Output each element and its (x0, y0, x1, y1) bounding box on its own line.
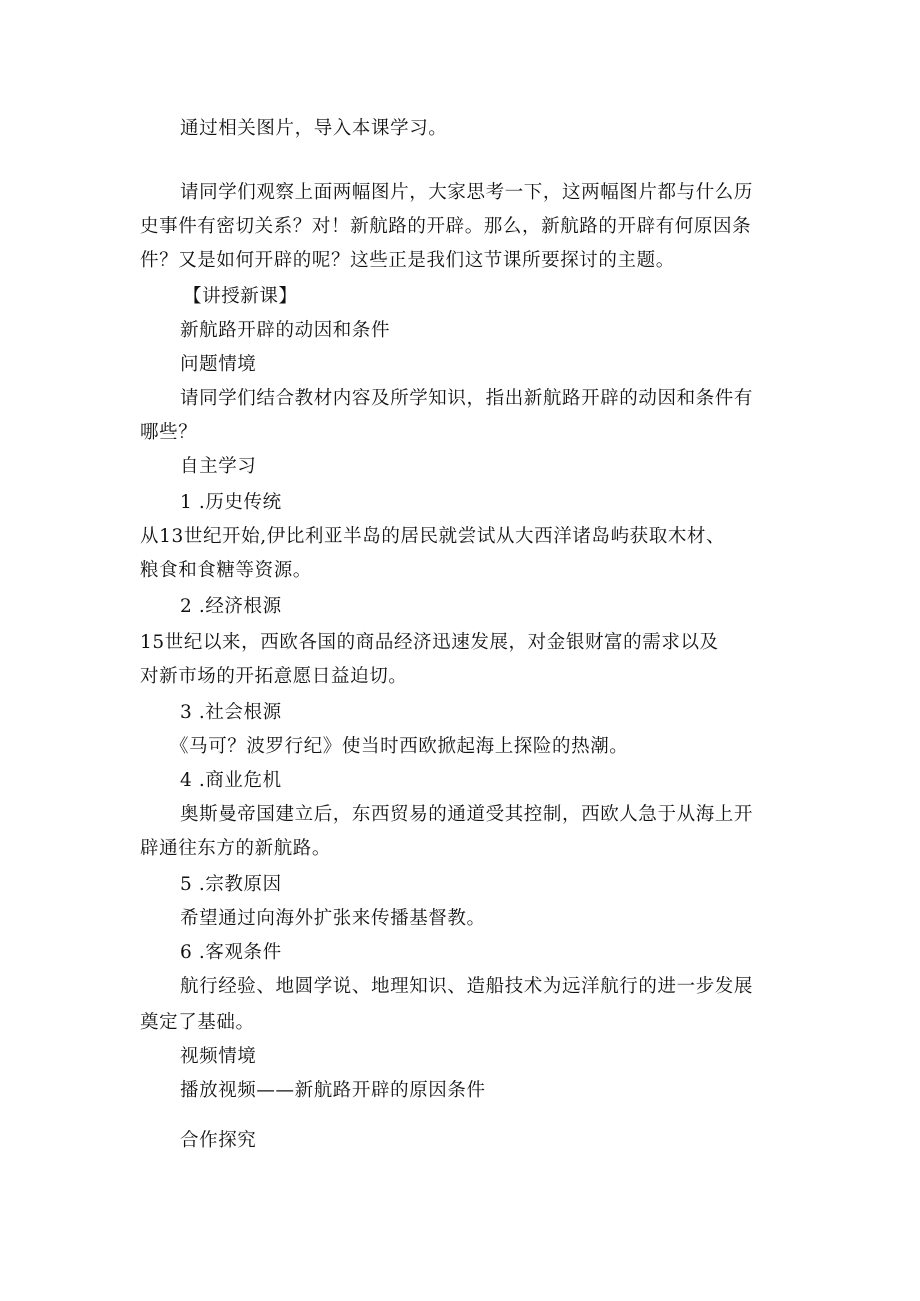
self-study-label: 自主学习 (180, 456, 257, 477)
question-intro-line-1: 请同学们观察上面两幅图片，大家思考一下，这两幅图片都与什么历 (180, 182, 754, 203)
item-heading: 2 .经济根源 (180, 596, 282, 617)
item-text-line-1: 《马可？波罗行纪》使当时西欧掀起海上探险的热潮。 (170, 736, 629, 757)
item-heading: 1 .历史传统 (180, 492, 282, 513)
item-text-line-2: 对新市场的开拓意愿日益迫切。 (140, 666, 408, 687)
item-heading: 5 .宗教原因 (180, 874, 282, 895)
cooperative-label: 合作探究 (180, 1130, 257, 1151)
item-text-line-1: 15世纪以来，西欧各国的商品经济迅速发展，对金银财富的需求以及 (140, 632, 719, 653)
item-text-line-2: 奠定了基础。 (140, 1012, 255, 1033)
item-text-line-2: 粮食和食糖等资源。 (140, 560, 312, 581)
item-text-line-1: 希望通过向海外扩张来传播基督教。 (180, 908, 486, 929)
video-text: 播放视频——新航路开辟的原因条件 (180, 1080, 486, 1101)
problem-scene-label: 问题情境 (180, 354, 257, 375)
item-text-line-1: 航行经验、地圆学说、地理知识、造船技术为远洋航行的进一步发展 (180, 976, 754, 997)
intro-paragraph: 通过相关图片，导入本课学习。 (180, 118, 448, 139)
problem-line-1: 请同学们结合教材内容及所学知识，指出新航路开辟的动因和条件有 (180, 388, 754, 409)
problem-line-2: 哪些？ (140, 422, 198, 443)
topic-title: 新航路开辟的动因和条件 (180, 320, 391, 341)
section-heading: 【讲授新课】 (183, 286, 298, 307)
video-scene-label: 视频情境 (180, 1046, 257, 1067)
item-text-line-1: 从13世纪开始,伊比利亚半岛的居民就尝试从大西洋诸岛屿获取木材、 (140, 526, 726, 547)
item-heading: 6 .客观条件 (180, 942, 282, 963)
item-text-line-1: 奥斯曼帝国建立后，东西贸易的通道受其控制，西欧人急于从海上开 (180, 804, 754, 825)
item-heading: 4 .商业危机 (180, 770, 282, 791)
question-intro-line-2: 史事件有密切关系？对！新航路的开辟。那么，新航路的开辟有何原因条 (140, 216, 752, 237)
question-intro-line-3: 件？又是如何开辟的呢？这些正是我们这节课所要探讨的主题。 (140, 250, 675, 271)
item-heading: 3 .社会根源 (180, 702, 282, 723)
item-text-line-2: 辟通往东方的新航路。 (140, 838, 332, 859)
